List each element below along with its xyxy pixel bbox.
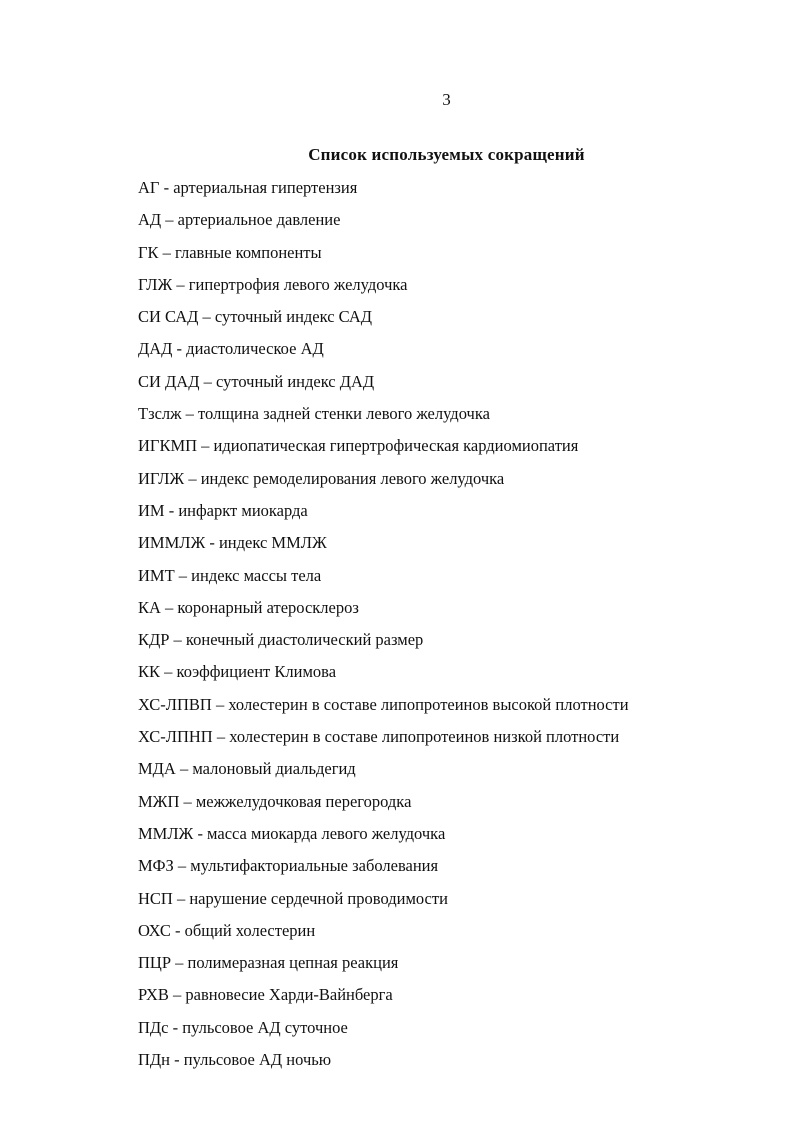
abbreviation-item: АД – артериальное давление bbox=[138, 210, 341, 230]
abbreviation-item: ХС-ЛПНП – холестерин в составе липопротеинов низкой плотности bbox=[138, 727, 620, 747]
abbreviation-item: Тзслж – толщина задней стенки левого желудочка bbox=[138, 404, 490, 424]
abbreviation-item: СИ САД – суточный индекс САД bbox=[138, 307, 373, 327]
abbreviation-item: АГ - артериальная гипертензия bbox=[138, 178, 358, 197]
abbreviation-item: ГК – главные компоненты bbox=[138, 242, 322, 262]
abbreviation-item: ИМ - инфаркт миокарда bbox=[138, 500, 308, 520]
abbreviation-item: ИММЛЖ - индекс ММЛЖ bbox=[138, 533, 327, 553]
abbreviation-item: ПДн - пульсовое АД ночью bbox=[138, 1050, 332, 1070]
abbreviation-item: КК – коэффициент Климова bbox=[138, 662, 337, 682]
abbreviation-item: ГЛЖ – гипертрофия левого желудочка bbox=[138, 274, 408, 294]
abbreviation-item: ХС-ЛПВП – холестерин в составе липопротеинов высокой плотности bbox=[138, 694, 629, 714]
abbreviation-item: СИ ДАД – суточный индекс ДАД bbox=[138, 371, 375, 391]
abbreviation-item: ОХС - общий холестерин bbox=[138, 920, 316, 940]
abbreviation-item: ИМТ – индекс массы тела bbox=[138, 565, 322, 585]
abbreviation-item: МДА – малоновый диальдегид bbox=[138, 759, 356, 779]
abbreviation-item: ИГКМП – идиопатическая гипертрофическая кардиомиопатия bbox=[138, 436, 579, 456]
page-number: 3 bbox=[442, 90, 451, 109]
abbreviation-item: МФЗ – мультифакториальные заболевания bbox=[138, 856, 439, 876]
abbreviation-item: КДР – конечный диастолический размер bbox=[138, 630, 424, 650]
abbreviation-item: ДАД - диастолическое АД bbox=[138, 339, 324, 359]
abbreviation-item: ПЦР – полимеразная цепная реакция bbox=[138, 953, 399, 973]
abbreviation-item: ПДс - пульсовое АД суточное bbox=[138, 1017, 348, 1037]
page-title: Список используемых сокращений bbox=[308, 145, 585, 164]
abbreviation-item: МЖП – межжелудочковая перегородка bbox=[138, 791, 412, 811]
abbreviation-item: ММЛЖ - масса миокарда левого желудочка bbox=[138, 823, 446, 843]
abbreviation-item: КА – коронарный атеросклероз bbox=[138, 597, 359, 617]
abbreviation-item: ИГЛЖ – индекс ремоделирования левого желудочка bbox=[138, 468, 505, 488]
abbreviation-list bbox=[138, 172, 629, 1076]
abbreviation-item: РХВ – равновесие Харди-Вайнберга bbox=[138, 985, 393, 1005]
abbreviation-item: НСП – нарушение сердечной проводимости bbox=[138, 888, 448, 908]
